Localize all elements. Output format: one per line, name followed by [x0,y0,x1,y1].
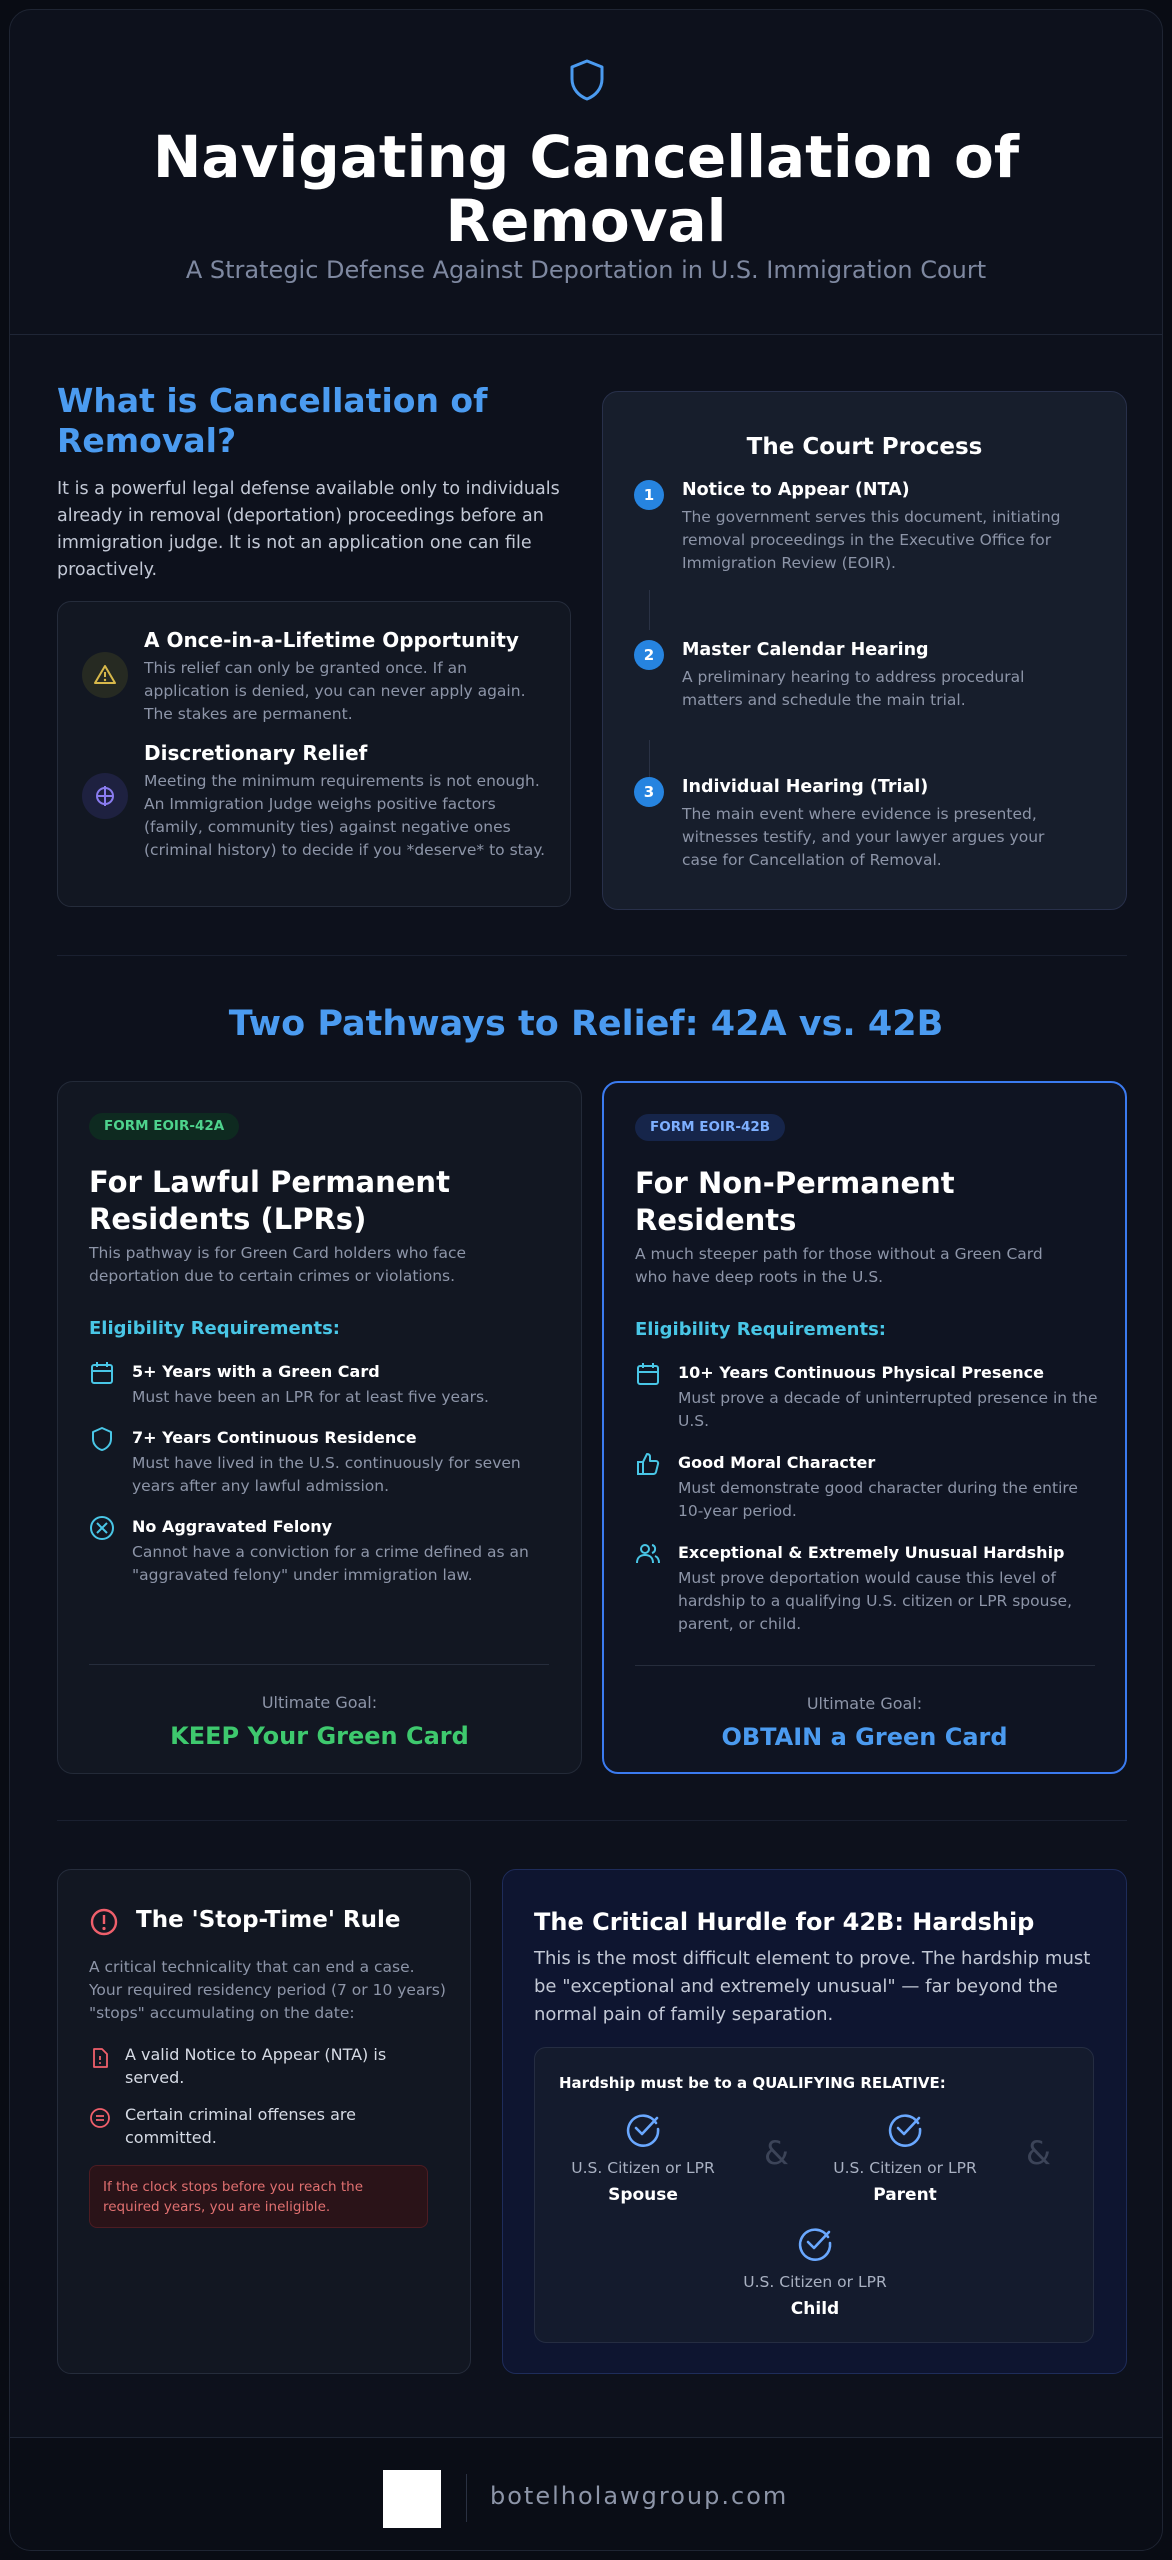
qualifying-relative-title: Hardship must be to a QUALIFYING RELATIVE: [559,2074,946,2092]
page-title: Navigating Cancellation of Removal [152,123,1020,255]
ultimate-goal-label: Ultimate Goal: [806,1694,923,1713]
calendar-icon [89,1360,115,1386]
thumbs-up-icon [635,1451,661,1477]
step-title: Notice to Appear (NTA) [682,480,910,500]
requirement-title: 7+ Years Continuous Residence [132,1428,417,1447]
stop-time-item-text: Certain criminal offenses are committed. [125,2105,356,2147]
relative-spouse [553,2109,733,2205]
court-process-card [602,391,1127,910]
pathway-desc: A much steeper path for those without a Green Card who have deep roots in the U.S. [635,1245,1043,1286]
requirement-title: 5+ Years with a Green Card [132,1362,380,1381]
page-subtitle: A Strategic Defense Against Deportation in U.S. Immigration Court [185,256,987,284]
footer-separator [466,2474,467,2522]
relative-child [725,2223,905,2319]
step-text: The government serves this document, initiating removal proceedings in the Executive Office for Immigration Review (EOIR). [682,508,1061,572]
step-text: A preliminary hearing to address procedural matters and schedule the main trial. [682,668,1025,709]
section-divider [57,1820,1127,1821]
form-tag: FORM EOIR-42B [635,1114,785,1141]
requirement-title: 10+ Years Continuous Physical Presence [678,1363,1044,1382]
stop-time-title: The 'Stop-Time' Rule [136,1907,401,1933]
stop-time-item-text: A valid Notice to Appear (NTA) is served. [125,2045,387,2087]
discretionary-relief-text: Meeting the minimum requirements is not enough. An Immigration Judge weighs positive factors (family, community ties) against negative ones (criminal history) to decide if you *deserve* to stay. [144,772,546,859]
requirement-title: Exceptional & Extremely Unusual Hardship [678,1543,1065,1562]
pathway-title: For Non-Permanent Residents [635,1166,955,1237]
discretionary-relief-title: Discretionary Relief [144,741,368,765]
stop-time-card [57,1869,471,2374]
step-title: Master Calendar Hearing [682,640,929,660]
card-divider [635,1665,1095,1666]
warning-icon [82,652,128,698]
calendar-icon [635,1361,661,1387]
intro-title: What is Cancellation of Removal? [57,381,488,460]
relative-name: Spouse [608,2185,678,2205]
once-in-lifetime-title: A Once-in-a-Lifetime Opportunity [144,628,519,652]
form-tag: FORM EOIR-42A [89,1113,239,1140]
check-circle-icon [885,2109,925,2149]
requirement-text: Cannot have a conviction for a crime defined as an "aggravated felony" under immigration law. [132,1543,529,1584]
requirement-text: Must demonstrate good character during the entire 10-year period. [678,1479,1078,1520]
shield-icon [89,1426,115,1452]
timeline-line [649,740,650,780]
relative-label: U.S. Citizen or LPR [571,2159,715,2177]
check-circle-icon [623,2109,663,2149]
qualifying-relative-box [534,2047,1094,2343]
stop-time-text: A critical technicality that can end a case. Your required residency period (7 or 10 years) "stops" accumulating on the date: [89,1958,446,2022]
hardship-title: The Critical Hurdle for 42B: Hardship [534,1908,1035,1936]
pathway-desc: This pathway is for Green Card holders who face deportation due to certain crimes or violations. [89,1244,467,1285]
website-link[interactable]: botelholawgroup.com [490,2482,789,2510]
users-icon [635,1541,661,1567]
ampersand: & [764,2134,789,2172]
court-process-title: The Court Process [746,434,983,460]
ultimate-goal-label: Ultimate Goal: [261,1693,378,1712]
step-text: The main event where evidence is presented, witnesses testify, and your lawyer argues your case for Cancellation of Removal. [682,805,1045,869]
ban-icon [89,2107,111,2129]
stop-time-warning: If the clock stops before you reach the required years, you are ineligible. [89,2165,428,2228]
pathway-42a-card [57,1081,582,1774]
step-number: 1 [634,480,664,510]
relative-label: U.S. Citizen or LPR [833,2159,977,2177]
once-in-lifetime-text: This relief can only be granted once. If an application is denied, you can never apply again. The stakes are permanent. [144,659,526,723]
pathway-title: For Lawful Permanent Residents (LPRs) [89,1165,450,1236]
relative-label: U.S. Citizen or LPR [743,2273,887,2291]
firm-logo [383,2470,441,2528]
card-divider [89,1664,549,1665]
requirement-text: Must have lived in the U.S. continuously for seven years after any lawful admission. [132,1454,521,1495]
step-number: 2 [634,640,664,670]
step-number: 3 [634,777,664,807]
pathways-title: Two Pathways to Relief: 42A vs. 42B [228,1004,944,1044]
timeline-line [649,590,650,630]
ultimate-goal: KEEP Your Green Card [170,1722,469,1750]
requirement-title: Good Moral Character [678,1453,876,1472]
check-circle-icon [795,2223,835,2263]
shield-icon [567,58,607,102]
pathway-42b-card [602,1081,1127,1774]
ampersand: & [1026,2134,1051,2172]
x-circle-icon [89,1515,115,1541]
ultimate-goal: OBTAIN a Green Card [721,1723,1008,1751]
file-alert-icon [89,2047,111,2069]
scale-icon [82,773,128,819]
alert-circle-icon [89,1907,119,1937]
eligibility-label: Eligibility Requirements: [635,1319,887,1340]
footer [10,2437,1162,2551]
section-divider [57,955,1127,956]
eligibility-label: Eligibility Requirements: [89,1318,341,1339]
hardship-text: This is the most difficult element to prove. The hardship must be "exceptional and extremely unusual" — far beyond the normal pain of family separation. [534,1948,1091,2025]
step-title: Individual Hearing (Trial) [682,777,929,797]
requirement-title: No Aggravated Felony [132,1517,333,1536]
relative-name: Child [790,2299,840,2319]
requirement-text: Must prove a decade of uninterrupted presence in the U.S. [678,1389,1098,1430]
page-frame [9,9,1163,2551]
key-facts-box [57,601,571,907]
hardship-card [502,1869,1127,2374]
requirement-text: Must prove deportation would cause this level of hardship to a qualifying U.S. citizen or LPR spouse, parent, or child. [678,1569,1072,1633]
relative-name: Parent [873,2185,937,2205]
header [10,10,1162,335]
requirement-text: Must have been an LPR for at least five years. [132,1388,489,1406]
relative-parent [815,2109,995,2205]
intro-text: It is a powerful legal defense available only to individuals already in removal (deportation) proceedings before an immigration judge. It is not an application one can file proactively. [57,479,560,580]
